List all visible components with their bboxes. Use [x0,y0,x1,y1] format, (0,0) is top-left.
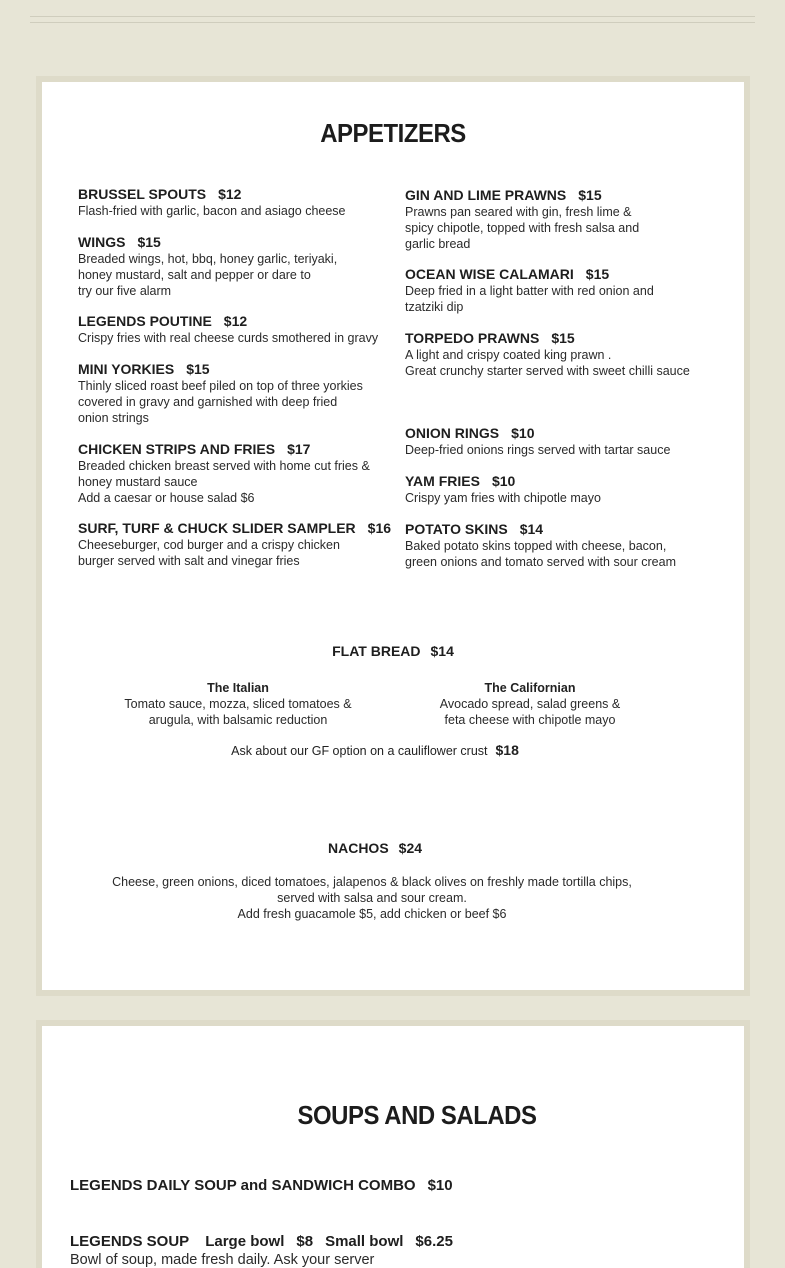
flatbread-californian [390,680,670,728]
item-desc: tzatziki dip [405,300,464,314]
gf-option-price: $18 [495,742,519,758]
flatbread-name: FLAT BREAD [332,643,421,659]
gf-option-note [24,742,726,758]
menu-item [405,473,725,506]
menu-item [78,313,398,346]
menu-item-soup-combo [70,1177,453,1194]
item-desc: Crispy yam fries with chipotle mayo [405,491,601,505]
gf-option-text: Ask about our GF option on a cauliflower crust [231,744,488,758]
item-desc: Baked potato skins topped with cheese, bacon, [405,539,667,553]
menu-item [78,520,398,569]
item-price: $12 [218,186,242,202]
menu-item [405,187,725,252]
menu-item [405,266,725,315]
top-divider [30,22,755,23]
item-desc: Cheeseburger, cod burger and a crispy chicken [78,538,340,552]
nachos-description [42,874,702,922]
item-price: $15 [186,361,210,377]
item-price: $10 [491,473,516,489]
item-name: CHICKEN STRIPS AND FRIES [78,441,276,457]
flatbread-variant-name: The Californian [484,681,576,695]
item-price: $15 [137,234,161,250]
menu-item-legends-soup [70,1233,453,1268]
flatbread-variant-name: The Italian [207,681,269,695]
item-desc: Deep fried in a light batter with red onion and [405,284,654,298]
item-desc: garlic bread [405,237,471,251]
item-name: BRUSSEL SPOUTS [78,186,207,202]
soups-salads-card [42,1026,744,1268]
item-desc: burger served with salt and vinegar fries [78,554,300,568]
size-label: Large bowl [205,1233,285,1250]
size-label: Small bowl [325,1233,404,1250]
item-price: $6.25 [415,1233,453,1250]
item-desc: Flash-fried with garlic, bacon and asiago cheese [78,204,346,218]
item-price: $12 [223,313,248,329]
item-price: $10 [427,1177,453,1194]
item-name: LEGENDS SOUP [70,1233,190,1250]
flatbread-price: $14 [430,643,454,659]
section-title-soups-salads: SOUPS AND SALADS [297,1100,537,1130]
item-price: $15 [585,266,610,282]
menu-item [78,186,398,219]
item-desc: Deep-fried onions rings served with tartar sauce [405,443,671,457]
nachos-desc-line: served with salsa and sour cream. [277,891,467,905]
item-desc: green onions and tomato served with sour cream [405,555,676,569]
item-name: GIN AND LIME PRAWNS [405,187,567,203]
item-desc: A light and crispy coated king prawn . [405,348,612,362]
nachos-price: $24 [398,840,423,856]
item-price: $17 [287,441,311,457]
appetizers-card [42,82,744,990]
item-name: LEGENDS DAILY SOUP and SANDWICH COMBO [70,1177,416,1194]
section-title-appetizers: APPETIZERS [320,118,466,148]
item-desc: Breaded wings, hot, bbq, honey garlic, teriyaki, [78,252,338,266]
item-name: POTATO SKINS [405,521,508,537]
nachos-name: NACHOS [327,840,389,856]
item-name: MINI YORKIES [78,361,175,377]
item-price: $10 [511,425,535,441]
item-name: YAM FRIES [405,473,480,489]
item-price: $14 [519,521,544,537]
item-name: LEGENDS POUTINE [78,313,212,329]
menu-item [78,361,398,426]
item-price: $15 [551,330,575,346]
nachos-desc-line: Add fresh guacamole $5, add chicken or beef $6 [237,907,507,921]
flatbread-heading [42,643,744,659]
item-price: $8 [296,1233,314,1250]
menu-item [405,425,725,458]
item-desc: Great crunchy starter served with sweet chilli sauce [405,364,690,378]
item-desc: onion strings [78,411,149,425]
item-desc: honey mustard, salt and pepper or dare to [78,268,311,282]
item-name: SURF, TURF & CHUCK SLIDER SAMPLER [78,520,356,536]
top-divider [30,16,755,17]
item-name: OCEAN WISE CALAMARI [405,266,574,282]
item-desc: try our five alarm [78,284,172,298]
item-desc: Prawns pan seared with gin, fresh lime & [405,205,632,219]
item-desc: Crispy fries with real cheese curds smothered in gravy [78,331,379,345]
menu-item [78,441,398,506]
flatbread-variant-desc: feta cheese with chipotle mayo [444,713,616,727]
menu-item [405,521,725,570]
item-name: WINGS [78,234,126,250]
item-desc: Breaded chicken breast served with home cut fries & [78,459,370,473]
menu-item [405,330,725,379]
item-price: $16 [367,520,392,536]
item-desc: Thinly sliced roast beef piled on top of three yorkies [78,379,363,393]
item-desc: honey mustard sauce [78,475,198,489]
flatbread-variant-desc: Avocado spread, salad greens & [439,697,621,711]
flatbread-variant-desc: arugula, with balsamic reduction [148,713,328,727]
item-desc: Bowl of soup, made fresh daily. Ask your server [70,1252,375,1268]
item-name: TORPEDO PRAWNS [405,330,540,346]
item-price: $15 [578,187,602,203]
item-name: ONION RINGS [405,425,500,441]
nachos-heading [24,840,726,856]
flatbread-italian [98,680,378,728]
item-desc: spicy chipotle, topped with fresh salsa and [405,221,640,235]
flatbread-variant-desc: Tomato sauce, mozza, sliced tomatoes & [124,697,352,711]
menu-item [78,234,398,299]
item-desc: Add a caesar or house salad $6 [78,491,255,505]
nachos-desc-line: Cheese, green onions, diced tomatoes, jalapenos & black olives on freshly made tortilla chips, [112,875,632,889]
item-desc: covered in gravy and garnished with deep fried [78,395,338,409]
